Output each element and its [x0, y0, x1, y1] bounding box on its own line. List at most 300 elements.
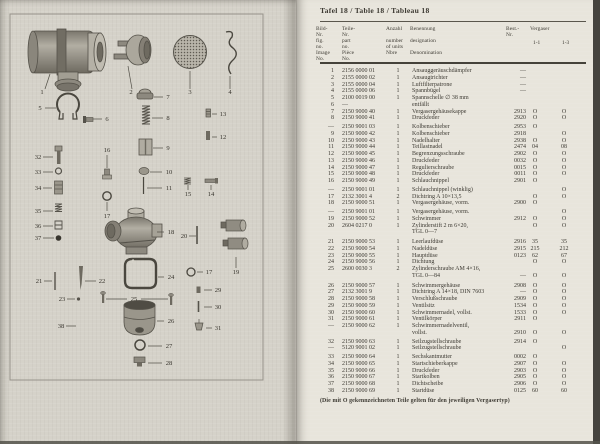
cell-part-no: 2132 3001 9 — [342, 289, 372, 296]
valve-body-31 — [195, 319, 203, 330]
cell-qty: 1 — [396, 164, 400, 171]
cell-order-no: 2920 — [514, 115, 526, 122]
table-row — [314, 102, 586, 109]
cell-qty — [390, 330, 406, 337]
cell-part-no: 2150 9000 42 — [342, 130, 375, 137]
cell-carb-1: 35 — [532, 239, 538, 245]
cell-carb-1: O — [532, 296, 538, 302]
exploded-parts-diagram — [0, 0, 296, 444]
cell-fig-no: 15 — [328, 171, 334, 178]
cell-part-no: 2150 9000 41 — [342, 115, 375, 122]
cell-fig-no: 8 — [331, 115, 334, 122]
cell-carb-1: O — [532, 215, 538, 222]
cell-fig-no: 6 — [331, 101, 334, 108]
cell-designation: Verschlußschraube — [412, 296, 458, 302]
callout-number: 25 — [130, 296, 138, 303]
cell-order-no: 2910 — [514, 329, 526, 336]
cell-carb-1: O — [532, 157, 538, 164]
cell-part-no: 2155 0000 02 — [342, 74, 375, 81]
cell-designation: Kolbenschieber — [412, 124, 450, 130]
screw-32 — [55, 146, 62, 164]
table-row — [314, 95, 586, 102]
cell-part-no: 2150 9000 51 — [342, 200, 375, 207]
cell-fig-no — [314, 229, 334, 236]
cell-order-no: 2915 — [514, 245, 526, 252]
cell-designation: Schwimmernadelventil, — [412, 323, 470, 329]
cell-carb-1: O — [532, 259, 538, 266]
table-row — [314, 361, 586, 368]
table-row — [314, 171, 586, 178]
cell-carb-2: O — [561, 296, 567, 302]
hose-nipple — [103, 169, 112, 179]
cell-fig-no: — — [328, 323, 334, 329]
callout-number: 15 — [184, 191, 192, 198]
cell-carb-1: 62 — [532, 252, 538, 259]
table-row — [314, 68, 586, 75]
page-title: Tafel 18 / Table 18 / Tableau 18 — [320, 6, 430, 15]
callout-number: 23 — [58, 296, 66, 303]
cell-qty: 1 — [396, 387, 400, 394]
cell-order-no: — — [520, 74, 526, 81]
cell-order-no: 2901 — [514, 178, 526, 184]
clamp-pair — [221, 220, 248, 249]
cell-order-no: — — [520, 88, 526, 95]
callout-number: 22 — [98, 278, 106, 285]
callout-number: 34 — [34, 185, 42, 192]
cell-designation: Druckfeder — [412, 115, 440, 122]
cell-order-no — [504, 345, 526, 352]
cell-carb-1 — [526, 323, 544, 330]
air-filter-canister — [28, 29, 106, 91]
cell-fig-no: 12 — [328, 151, 334, 157]
cell-order-no: 0125 — [514, 387, 526, 394]
cell-qty: 1 — [396, 259, 400, 266]
cell-designation: Druckfeder — [412, 157, 440, 164]
cell-carb-2 — [552, 266, 576, 273]
cell-part-no: 2150 9000 54 — [342, 245, 375, 252]
cell-designation: Ansauggeräuschdämpfer — [412, 68, 472, 74]
cell-part-no: 2150 9001 03 — [342, 124, 375, 130]
cell-qty: 1 — [396, 316, 400, 323]
cell-carb-2: 67 — [561, 252, 567, 259]
cell-order-no — [504, 266, 526, 273]
cell-fig-no: 25 — [328, 266, 334, 272]
table-row — [314, 124, 586, 131]
cell-carb-2: O — [561, 360, 567, 367]
cell-carb-2: O — [561, 367, 567, 374]
cell-qty: 1 — [396, 345, 400, 352]
cell-carb-2: O — [561, 186, 567, 193]
cell-carb-2 — [552, 82, 576, 89]
cell-carb-1 — [526, 68, 544, 75]
cell-qty: 1 — [396, 74, 400, 81]
cylinder-part-34 — [55, 181, 63, 194]
table-row — [314, 246, 586, 253]
cell-part-no: 5120 9001 02 — [342, 345, 375, 352]
cell-carb-1: O — [532, 302, 538, 309]
callout-number: 12 — [219, 134, 227, 141]
cell-carb-2 — [552, 200, 576, 207]
cell-fig-no: 1 — [331, 68, 334, 74]
cell-part-no: 2150 9000 45 — [342, 151, 375, 157]
cell-qty: 1 — [396, 144, 400, 151]
callout-number: 24 — [167, 274, 175, 281]
cell-qty: 1 — [396, 88, 400, 95]
cell-designation: TGL 0—84 — [412, 272, 440, 279]
cell-carb-2 — [552, 75, 576, 82]
cell-order-no: — — [520, 81, 526, 88]
cell-designation: Hauptdüse — [412, 252, 438, 259]
cell-designation: Sechskantmutter — [412, 354, 452, 360]
cell-part-no: 2150 9000 46 — [342, 157, 375, 164]
cell-part-no: 2100 0019 00 — [342, 95, 375, 101]
cell-order-no: 0002 — [514, 354, 526, 360]
cell-part-no: 2150 9000 48 — [342, 171, 375, 178]
cell-fig-no: 5 — [331, 95, 334, 101]
drain-plug-28 — [134, 357, 145, 367]
cell-order-no: 2902 — [514, 151, 526, 157]
cell-designation: Schwimmergehäuse — [412, 282, 461, 289]
cell-fig-no: 24 — [328, 259, 334, 266]
cell-order-no: 1534 — [514, 302, 526, 309]
table-row — [314, 239, 586, 246]
cell-part-no: — — [342, 101, 348, 108]
column-header-fig-no: Bild- Nr. fig. no. Image No. — [316, 26, 330, 62]
cell-carb-1: 215 — [530, 245, 540, 252]
cell-order-no: 2474 — [514, 144, 526, 151]
cell-part-no: 2600 0030 3 — [342, 266, 372, 272]
wire-clip — [226, 32, 236, 74]
column-header-quantity: Anzahl number of units Nbre — [386, 26, 404, 56]
cell-part-no: 2150 9000 53 — [342, 239, 375, 245]
callout-number: 28 — [165, 360, 173, 367]
table-row — [314, 187, 586, 194]
cell-part-no: 2150 9000 68 — [342, 381, 375, 387]
sealing-ring — [103, 192, 111, 200]
table-row — [314, 138, 586, 145]
cell-designation: Seilzugstellschraube — [412, 345, 462, 352]
table-row — [314, 88, 586, 95]
column-header-order-no: Best.- Nr. — [506, 26, 520, 38]
cell-fig-no: 10 — [328, 137, 334, 144]
cell-qty: 1 — [396, 130, 400, 137]
cell-fig-no: — — [328, 186, 334, 193]
needle-clip-23 — [77, 297, 80, 300]
cell-designation: Spannschelle ∅ 38 mm — [412, 95, 469, 101]
cell-carb-2: O — [561, 130, 567, 137]
carb-cap — [137, 89, 153, 99]
cell-part-no: 2132 3001 4 — [342, 193, 372, 200]
cell-carb-1: O — [532, 282, 538, 289]
table-row — [314, 368, 586, 375]
cell-fig-no: 31 — [328, 316, 334, 323]
table-page — [296, 0, 593, 444]
cell-designation: Kolbenschieber — [412, 130, 450, 137]
cell-fig-no: 9 — [331, 130, 334, 137]
cell-qty: 1 — [396, 367, 400, 374]
cell-carb-1: O — [532, 108, 538, 115]
cell-order-no — [504, 102, 526, 109]
cell-fig-no: 14 — [328, 164, 334, 171]
cell-fig-no: 32 — [328, 338, 334, 345]
cell-carb-2: O — [561, 289, 567, 296]
cell-part-no: 2150 9001 01 — [342, 209, 375, 215]
cell-carb-2 — [552, 316, 576, 323]
cell-designation: Vergasergehäusekappe — [412, 108, 467, 115]
column-header-part-no: Teile- Nr. part no. Pièce No. — [342, 26, 356, 62]
cell-designation: Dichtring A 10×13,5 — [412, 193, 462, 200]
cell-designation: Schwimmernadel, vollst. — [412, 309, 472, 316]
cell-qty: 1 — [396, 289, 400, 296]
cell-part-no: 2150 9000 66 — [342, 367, 375, 374]
cell-carb-2 — [552, 178, 576, 185]
cell-order-no — [504, 194, 526, 201]
cell-part-no — [342, 330, 390, 337]
cell-designation: Vergasergehäuse, vorm. — [412, 209, 470, 215]
table-row — [314, 345, 586, 352]
cell-carb-1: O — [532, 381, 538, 387]
cell-carb-1: O — [532, 272, 538, 279]
cell-carb-2: 35 — [561, 239, 567, 245]
cell-carb-2: O — [561, 329, 567, 336]
table-row — [314, 200, 586, 207]
cell-order-no: 2906 — [514, 381, 526, 387]
cell-fig-no: 13 — [328, 157, 334, 164]
seal-ring-27 — [135, 340, 145, 350]
table-row — [314, 283, 586, 290]
callout-number: 18 — [167, 229, 175, 236]
cell-designation: Dichtscheibe — [412, 381, 444, 387]
table-row — [314, 178, 586, 185]
cell-carb-1 — [526, 187, 544, 194]
cell-carb-2 — [552, 354, 576, 361]
cell-designation: Nadelhalter — [412, 137, 440, 144]
page-edge-dark — [593, 0, 600, 444]
cell-part-no: 2150 9000 65 — [342, 360, 375, 367]
cell-part-no: 2150 9000 52 — [342, 215, 375, 222]
callout-number: 37 — [34, 235, 42, 242]
cell-carb-2: O — [561, 157, 567, 164]
cell-order-no — [504, 229, 526, 236]
cell-designation: Schwimmer — [412, 215, 441, 222]
cell-qty: 1 — [396, 338, 400, 345]
table-row — [314, 223, 586, 230]
bracket-36 — [55, 221, 62, 229]
cell-carb-2: O — [561, 345, 567, 352]
cell-qty: 1 — [396, 171, 400, 178]
cell-qty: 1 — [396, 200, 400, 207]
small-bolt — [83, 116, 93, 123]
cell-carb-2: O — [561, 171, 567, 178]
cell-fig-no: 27 — [328, 289, 334, 296]
cell-designation: Druckfeder — [412, 171, 440, 178]
book-gutter-shadow — [283, 0, 297, 444]
cell-order-no: 2908 — [514, 282, 526, 289]
callout-number: 8 — [166, 115, 170, 122]
cell-order-no: 2905 — [514, 374, 526, 381]
cell-carb-2: O — [561, 108, 567, 115]
callout-number: 36 — [34, 223, 42, 230]
cell-designation: Startschieberkappe — [412, 360, 458, 367]
cell-carb-2: O — [561, 215, 567, 222]
diagram-page — [0, 0, 296, 444]
cell-carb-1: 04 — [532, 144, 538, 151]
cell-carb-1 — [526, 95, 544, 102]
table-row — [314, 151, 586, 158]
cell-order-no — [504, 209, 526, 216]
table-row — [314, 259, 586, 266]
table-row — [314, 289, 586, 296]
callout-number: 17 — [103, 213, 111, 220]
cell-part-no: 2150 9000 69 — [342, 387, 375, 394]
cell-designation: vollst. — [412, 329, 427, 336]
cell-order-no: 2914 — [514, 338, 526, 345]
cell-part-no: 2150 9000 64 — [342, 354, 375, 360]
cell-qty: 2 — [396, 193, 400, 200]
cell-carb-1: O — [532, 178, 538, 184]
cell-order-no: 2900 — [514, 200, 526, 207]
cell-qty: 1 — [396, 108, 400, 115]
table-row — [314, 266, 586, 273]
cell-order-no: 2953 — [514, 124, 526, 130]
cell-order-no: 2907 — [514, 360, 526, 367]
cell-carb-2 — [552, 229, 576, 236]
cell-carb-2 — [552, 95, 576, 102]
callout-number: 7 — [166, 94, 170, 101]
cell-carb-1: O — [532, 164, 538, 171]
cell-fig-no: 19 — [328, 215, 334, 222]
table-row — [314, 253, 586, 260]
cell-order-no: 0032 — [514, 157, 526, 164]
cell-fig-no: 36 — [328, 374, 334, 381]
cell-order-no: — — [520, 289, 526, 296]
cell-carb-2: O — [561, 374, 567, 381]
cell-order-no: 2913 — [514, 108, 526, 115]
cell-designation: Nadeldüse — [412, 245, 438, 252]
table-row — [314, 354, 586, 361]
cell-fig-no: 3 — [331, 81, 334, 88]
cell-part-no: 2150 9001 01 — [342, 186, 375, 193]
cell-carb-2: O — [561, 137, 567, 144]
filter-mesh-disc — [174, 36, 207, 69]
cell-part-no: 2155 0000 06 — [342, 88, 375, 95]
cell-order-no: 2916 — [514, 239, 526, 245]
throttle-slide — [139, 139, 152, 155]
table-row — [314, 330, 586, 337]
cell-carb-1 — [526, 75, 544, 82]
cell-qty: 1 — [396, 222, 400, 229]
cell-part-no: 2150 9000 43 — [342, 137, 375, 144]
cell-order-no: 2903 — [514, 367, 526, 374]
cell-fig-no: 38 — [328, 387, 334, 394]
cell-part-no: 2150 9000 55 — [342, 252, 375, 259]
cell-part-no: 2150 9000 60 — [342, 309, 375, 316]
valve-seat-29 — [197, 287, 201, 294]
cell-fig-no: 29 — [328, 302, 334, 309]
cell-part-no: 2150 9000 47 — [342, 164, 375, 171]
cell-carb-1: O — [532, 316, 538, 323]
cell-carb-1: O — [532, 137, 538, 144]
cell-part-no: 2150 9000 61 — [342, 316, 375, 323]
column-header-designation: Benennung designation Denomination — [410, 26, 443, 56]
table-row — [314, 165, 586, 172]
cell-fig-no — [314, 273, 334, 280]
table-footnote: (Die mit O gekennzeichneten Teile gelten für den jeweiligen Vergasertyp) — [320, 398, 510, 404]
callout-leader-line — [45, 74, 50, 89]
cell-fig-no: 11 — [328, 144, 334, 151]
table-row — [314, 131, 586, 138]
cell-carb-2: O — [561, 222, 567, 229]
cell-part-no: 2150 9000 49 — [342, 178, 375, 184]
cell-designation: TGL 0—7 — [412, 229, 437, 236]
cell-carb-1 — [526, 102, 544, 109]
spring-small-15 — [184, 178, 191, 184]
cell-carb-2: O — [561, 151, 567, 157]
cell-carb-1 — [526, 266, 544, 273]
cell-carb-2: 08 — [561, 144, 567, 151]
cell-designation: Schlauchnippel (winklig) — [412, 186, 473, 193]
cell-carb-2: O — [561, 282, 567, 289]
callout-number: 17 — [205, 269, 213, 276]
cell-designation: Zylinderschraube AM 4×16, — [412, 266, 481, 272]
cell-qty — [390, 102, 406, 109]
cell-order-no: 2911 — [514, 316, 526, 323]
cell-designation: Spannbügel — [412, 88, 441, 95]
cell-fig-no: 35 — [328, 367, 334, 374]
cell-part-no: 2150 9000 63 — [342, 338, 375, 345]
nut-ring-33 — [56, 168, 62, 174]
table-row — [314, 296, 586, 303]
cell-fig-no: 17 — [328, 193, 334, 200]
intake-manifold — [114, 35, 151, 65]
cell-carb-2 — [552, 124, 576, 131]
cell-designation: entfällt — [412, 101, 429, 108]
cell-carb-2: O — [561, 115, 567, 122]
cell-designation: Startkolben — [412, 374, 440, 381]
cell-carb-1 — [526, 229, 544, 236]
cell-fig-no: 23 — [328, 252, 334, 259]
callout-number: 27 — [165, 343, 173, 350]
cell-qty: 1 — [396, 215, 400, 222]
cell-carb-1: O — [532, 360, 538, 367]
cell-carb-2 — [552, 339, 576, 346]
cell-carb-2: O — [561, 193, 567, 200]
cell-carb-1: O — [532, 309, 538, 316]
needle-holder — [139, 168, 149, 175]
cell-carb-2: O — [561, 381, 567, 387]
cell-qty — [390, 229, 406, 236]
cell-qty: 1 — [396, 309, 400, 316]
cell-order-no: 0123 — [514, 252, 526, 259]
cell-carb-1 — [526, 82, 544, 89]
column-header-carburetor: Vergaser — [530, 26, 550, 32]
cell-qty: 1 — [396, 124, 400, 130]
callout-number: 30 — [214, 304, 222, 311]
cell-fig-no: — — [328, 209, 334, 215]
callout-number: 32 — [34, 154, 42, 161]
callout-number: 19 — [232, 269, 240, 276]
callout-number: 3 — [188, 89, 192, 96]
cell-carb-2: O — [561, 209, 567, 215]
cell-carb-2: O — [561, 272, 567, 279]
cell-designation: Druckfeder — [412, 367, 440, 374]
callout-number: 9 — [166, 145, 170, 152]
cell-carb-2: O — [561, 302, 567, 309]
table-row — [314, 310, 586, 317]
cell-designation: Regulierschraube — [412, 164, 454, 171]
cell-fig-no: 28 — [328, 296, 334, 302]
cell-carb-2: O — [561, 164, 567, 171]
